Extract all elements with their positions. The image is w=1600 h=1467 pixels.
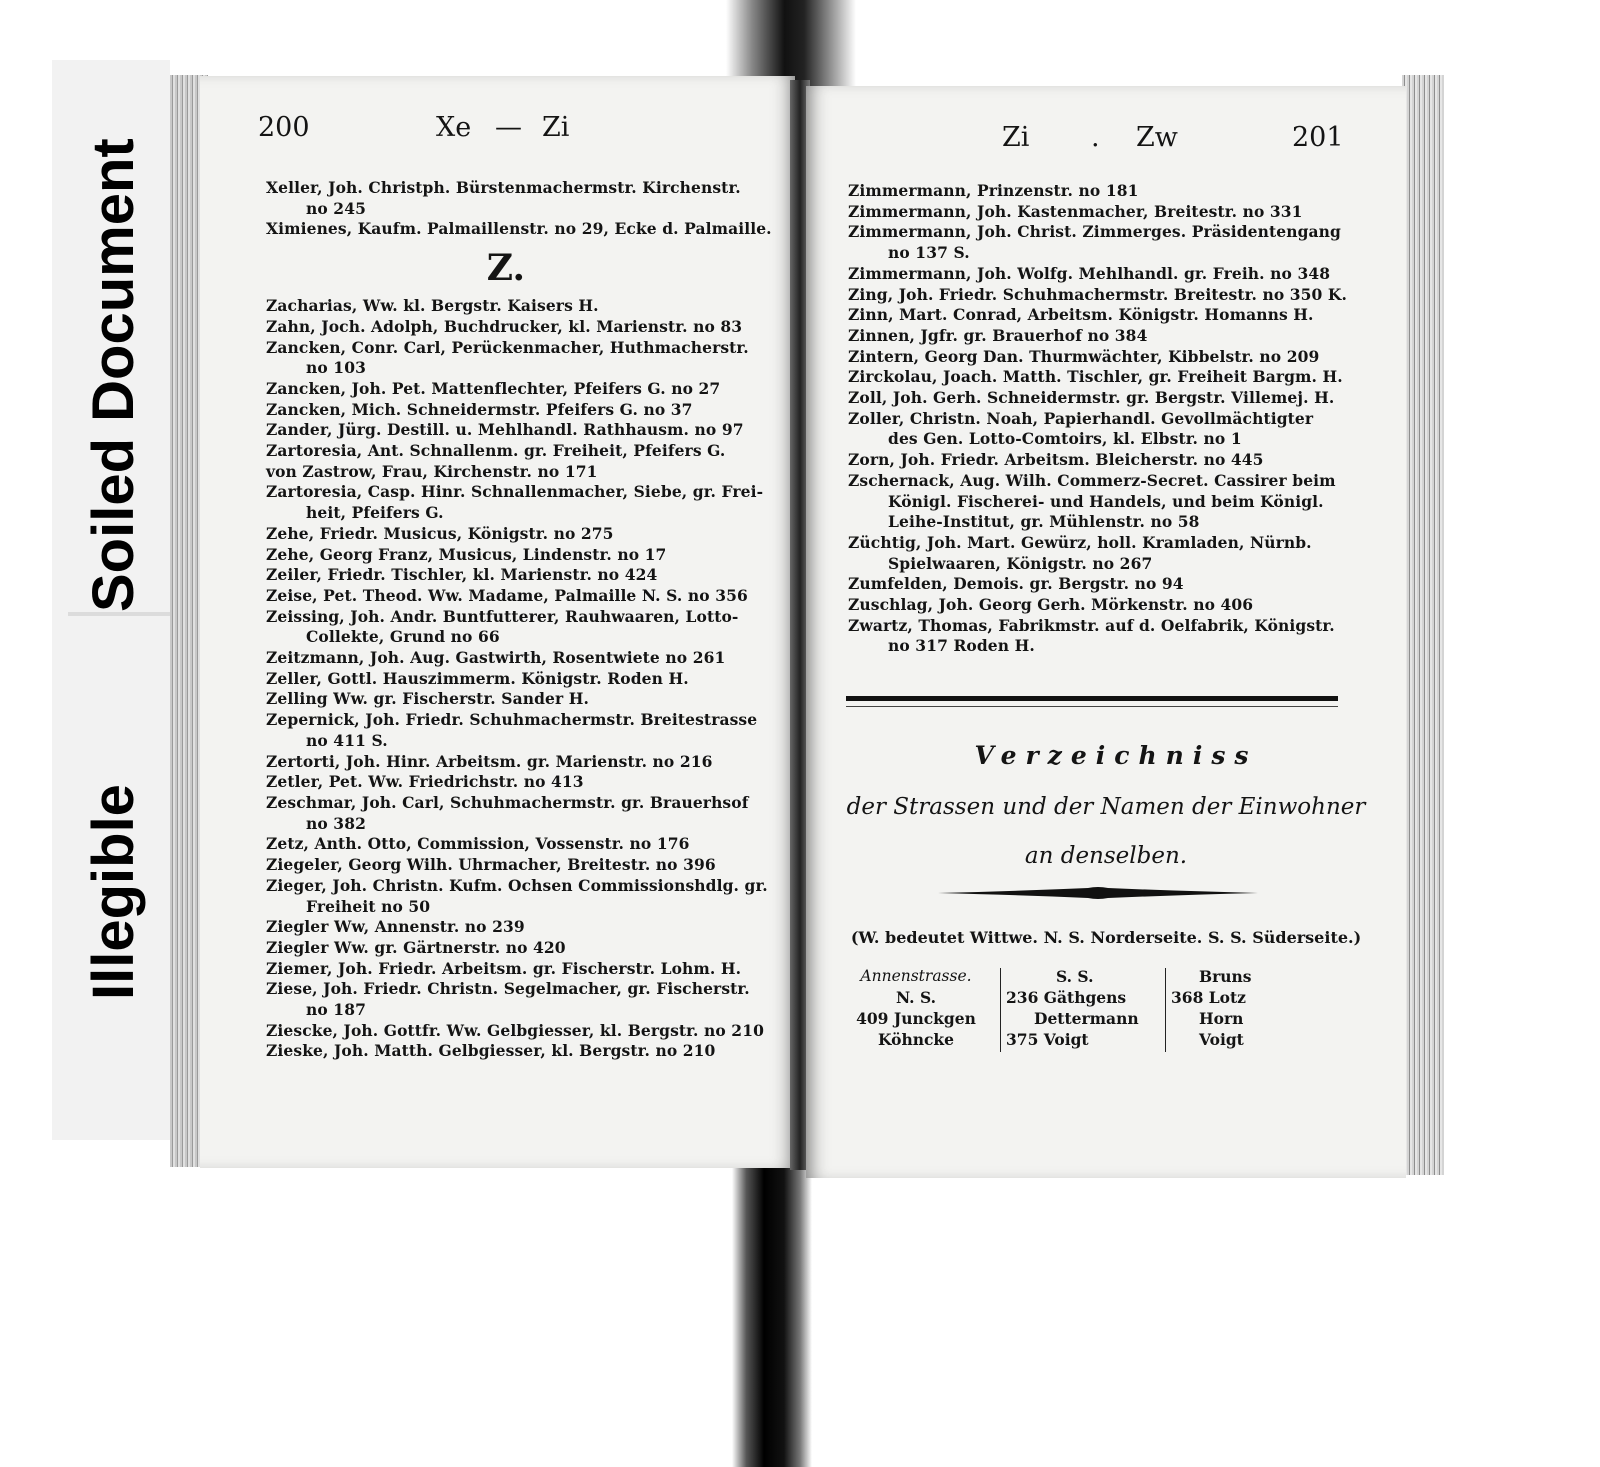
directory-entry <box>848 471 1378 533</box>
street-column-3 <box>1171 966 1311 1050</box>
running-head-to-right: Zw <box>1136 122 1178 153</box>
street-cell: 375 Voigt <box>1006 1030 1089 1049</box>
entry-continuation: no 382 <box>306 813 366 833</box>
directory-entry <box>848 264 1378 285</box>
directory-entry <box>848 326 1378 347</box>
directory-entry <box>266 462 786 483</box>
entry-line: Zoll, Joh. Gerh. Schneidermstr. gr. Bergstr. Villemej. H. <box>848 388 1335 408</box>
entries-before-section <box>266 178 786 240</box>
directory-entry <box>266 400 786 421</box>
entry-line: Zetler, Pet. Ww. Friedrichstr. no 413 <box>266 772 584 792</box>
directory-entry <box>266 793 786 834</box>
soiled-document-label: Soiled Document <box>81 138 146 612</box>
entry-continuation: Collekte, Grund no 66 <box>306 627 500 647</box>
directory-entry <box>266 338 786 379</box>
directory-entry <box>266 296 786 317</box>
directory-entry <box>266 441 786 462</box>
entry-line: Zehe, Georg Franz, Musicus, Lindenstr. no 17 <box>266 544 667 564</box>
directory-entry <box>266 1021 786 1042</box>
entry-continuation: no 411 S. <box>306 730 388 750</box>
street-table <box>836 966 1376 1066</box>
directory-entry <box>848 305 1378 326</box>
entry-line: Zeissing, Joh. Andr. Buntfutterer, Rauhwaaren, Lotto- <box>266 606 739 626</box>
entry-line: Zumfelden, Demois. gr. Bergstr. no 94 <box>848 574 1184 594</box>
directory-entry <box>848 450 1378 471</box>
entry-continuation: no 317 Roden H. <box>888 636 1035 656</box>
running-head-from-right: Zi <box>1002 122 1030 153</box>
page-number-left: 200 <box>258 112 310 143</box>
directory-entry <box>848 595 1378 616</box>
entry-line: Ziegler Ww, Annenstr. no 239 <box>266 917 525 937</box>
column-divider <box>1000 968 1001 1052</box>
street-cell: N. S. <box>895 988 936 1007</box>
street-name: Annenstrasse. <box>860 967 972 985</box>
directory-entry <box>266 565 786 586</box>
entry-line: Ziegeler, Georg Wilh. Uhrmacher, Breitestr. no 396 <box>266 855 716 875</box>
entry-line: Zartoresia, Ant. Schnallenm. gr. Freiheit, Pfeifers G. <box>266 441 726 461</box>
entry-line: Zepernick, Joh. Friedr. Schuhmachermstr. Breitestrasse <box>266 710 758 730</box>
directory-entry <box>266 959 786 980</box>
directory-entry <box>848 285 1378 306</box>
directory-entry <box>848 181 1378 202</box>
entry-line: Zacharias, Ww. kl. Bergstr. Kaisers H. <box>266 296 599 316</box>
directory-entry <box>266 855 786 876</box>
directory-entry <box>266 938 786 959</box>
entries-z-section <box>266 296 786 1062</box>
directory-entry <box>266 834 786 855</box>
entry-line: Zinn, Mart. Conrad, Arbeitsm. Königstr. Homanns H. <box>848 305 1314 325</box>
directory-entry <box>848 409 1378 450</box>
entry-continuation: Königl. Fischerei- und Handels, und beim Königl. <box>888 491 1324 511</box>
section-rule-thick <box>846 696 1338 701</box>
directory-entry <box>848 388 1378 409</box>
directory-entry <box>266 689 786 710</box>
directory-entry <box>266 317 786 338</box>
entry-line: Zorn, Joh. Friedr. Arbeitsm. Bleicherstr. no 445 <box>848 450 1264 470</box>
directory-entry <box>266 669 786 690</box>
entry-line: Zimmermann, Joh. Wolfg. Mehlhandl. gr. Freih. no 348 <box>848 263 1331 283</box>
entry-line: Zertorti, Joh. Hinr. Arbeitsm. gr. Marienstr. no 216 <box>266 751 713 771</box>
directory-entry <box>848 616 1378 657</box>
ornament-rule-icon <box>938 886 1258 900</box>
entry-line: Zeise, Pet. Theod. Ww. Madame, Palmaille N. S. no 356 <box>266 585 748 605</box>
entry-continuation: heit, Pfeifers G. <box>306 503 444 523</box>
entry-line: Zimmermann, Joh. Christ. Zimmerges. Präsidentengang <box>848 222 1341 242</box>
right-entries <box>848 181 1378 657</box>
label-divider <box>68 612 174 616</box>
entry-line: Zetz, Anth. Otto, Commission, Vossenstr. no 176 <box>266 834 690 854</box>
directory-entry <box>848 533 1378 574</box>
running-head-dot: . <box>1091 122 1100 153</box>
entry-continuation: Spielwaaren, Königstr. no 267 <box>888 553 1153 573</box>
directory-entry <box>266 524 786 545</box>
directory-entry <box>266 607 786 648</box>
entry-line: Ziemer, Joh. Friedr. Arbeitsm. gr. Fischerstr. Lohm. H. <box>266 958 742 978</box>
section-rule-thin <box>846 706 1338 707</box>
directory-heading: Verzeichniss <box>974 741 1258 770</box>
entry-line: Zeschmar, Joh. Carl, Schuhmachermstr. gr. Brauerhsof <box>266 792 749 812</box>
entry-line: Ximienes, Kaufm. Palmaillenstr. no 29, Ecke d. Palmaille. <box>266 219 772 239</box>
page-number-right: 201 <box>1292 122 1344 153</box>
entry-line: Zeiler, Friedr. Tischler, kl. Marienstr. no 424 <box>266 565 658 585</box>
entry-continuation: no 137 S. <box>888 243 970 263</box>
entry-line: Zancken, Mich. Schneidermstr. Pfeifers G. no 37 <box>266 399 693 419</box>
directory-entry <box>266 979 786 1020</box>
entry-line: Zartoresia, Casp. Hinr. Schnallenmacher, Siebe, gr. Frei- <box>266 482 764 502</box>
directory-subheading-2: an denselben. <box>1024 843 1188 869</box>
entry-line: Zuschlag, Joh. Georg Gerh. Mörkenstr. no 406 <box>848 595 1254 615</box>
directory-entry <box>848 202 1378 223</box>
directory-entry <box>266 917 786 938</box>
entry-line: Zeitzmann, Joh. Aug. Gastwirth, Rosentwiete no 261 <box>266 648 726 668</box>
entry-line: Zancken, Joh. Pet. Mattenflechter, Pfeifers G. no 27 <box>266 378 721 398</box>
entry-line: Zintern, Georg Dan. Thurmwächter, Kibbelstr. no 209 <box>848 346 1320 366</box>
entry-line: Ziegler Ww. gr. Gärtnerstr. no 420 <box>266 937 566 957</box>
street-cell: 368 Lotz <box>1171 988 1246 1007</box>
entry-continuation: Freiheit no 50 <box>306 896 431 916</box>
directory-entry <box>266 420 786 441</box>
entry-line: Zing, Joh. Friedr. Schuhmachermstr. Breitestr. no 350 K. <box>848 284 1347 304</box>
abbreviation-legend: (W. bedeutet Wittwe. N. S. Norderseite. S. S. Süderseite.) <box>850 928 1362 947</box>
entry-line: Zieske, Joh. Matth. Gelbgiesser, kl. Bergstr. no 210 <box>266 1041 716 1061</box>
directory-subheading: der Strassen und der Namen der Einwohner <box>846 794 1366 820</box>
street-column-1 <box>836 966 996 1050</box>
directory-entry <box>266 219 786 240</box>
entry-line: Ziese, Joh. Friedr. Christn. Segelmacher, gr. Fischerstr. <box>266 979 750 999</box>
directory-entry <box>266 482 786 523</box>
left-page <box>200 76 795 1168</box>
street-cell: Köhncke <box>877 1030 955 1049</box>
street-cell: Horn <box>1199 1009 1244 1028</box>
street-cell: Dettermann <box>1034 1009 1139 1028</box>
directory-entry <box>266 586 786 607</box>
directory-entry <box>848 222 1378 263</box>
entry-continuation: Leihe-Institut, gr. Mühlenstr. no 58 <box>888 512 1200 532</box>
entry-line: Zoller, Christn. Noah, Papierhandl. Gevollmächtigter <box>848 408 1314 428</box>
entry-continuation: no 245 <box>306 198 366 218</box>
entry-line: Zschernack, Aug. Wilh. Commerz-Secret. Cassirer beim <box>848 470 1336 490</box>
entry-continuation: no 103 <box>306 358 366 378</box>
directory-entry <box>266 379 786 400</box>
entry-continuation: no 187 <box>306 1000 366 1020</box>
entry-line: Zinnen, Jgfr. gr. Brauerhof no 384 <box>848 325 1148 345</box>
street-cell: S. S. <box>1056 967 1094 986</box>
section-letter: Z. <box>486 247 526 290</box>
running-head-to: Zi <box>542 112 570 143</box>
illegible-label: Illegible <box>81 784 146 1000</box>
entry-line: Zwartz, Thomas, Fabrikmstr. auf d. Oelfabrik, Königstr. <box>848 615 1335 635</box>
entry-line: von Zastrow, Frau, Kirchenstr. no 171 <box>266 461 598 481</box>
entry-continuation: des Gen. Lotto-Comtoirs, kl. Elbstr. no 1 <box>888 429 1242 449</box>
entry-line: Zehe, Friedr. Musicus, Königstr. no 275 <box>266 523 614 543</box>
directory-entry <box>266 752 786 773</box>
directory-entry <box>848 574 1378 595</box>
right-page <box>806 86 1406 1178</box>
entry-line: Ziescke, Joh. Gottfr. Ww. Gelbgiesser, kl. Bergstr. no 210 <box>266 1020 764 1040</box>
column-divider <box>1165 968 1166 1052</box>
spine-bottom <box>732 1165 812 1467</box>
directory-entry <box>266 648 786 669</box>
directory-entry <box>266 710 786 751</box>
page-edge-right <box>1402 75 1444 1175</box>
directory-entry <box>848 347 1378 368</box>
entries-right-list <box>848 181 1378 657</box>
entry-line: Zelling Ww. gr. Fischerstr. Sander H. <box>266 689 589 709</box>
entry-line: Zeller, Gottl. Hauszimmerm. Königstr. Roden H. <box>266 668 689 688</box>
entry-line: Züchtig, Joh. Mart. Gewürz, holl. Kramladen, Nürnb. <box>848 532 1312 552</box>
directory-entry <box>266 545 786 566</box>
entry-line: Zirckolau, Joach. Matth. Tischler, gr. Freiheit Bargm. H. <box>848 367 1343 387</box>
running-head-dash: — <box>495 112 522 143</box>
entry-line: Xeller, Joh. Christph. Bürstenmachermstr. Kirchenstr. <box>266 178 741 197</box>
entry-line: Zimmermann, Prinzenstr. no 181 <box>848 181 1139 200</box>
directory-entry <box>266 876 786 917</box>
entry-line: Zieger, Joh. Christn. Kufm. Ochsen Commissionshdlg. gr. <box>266 875 768 895</box>
directory-entry <box>266 772 786 793</box>
entry-line: Zancken, Conr. Carl, Perückenmacher, Huthmacherstr. <box>266 337 749 357</box>
street-cell: 236 Gäthgens <box>1006 988 1127 1007</box>
street-column-2 <box>1006 966 1176 1050</box>
entry-line: Zimmermann, Joh. Kastenmacher, Breitestr. no 331 <box>848 201 1303 221</box>
directory-entry <box>266 178 786 219</box>
street-cell: Bruns <box>1199 967 1252 986</box>
street-cell: Voigt <box>1199 1030 1244 1049</box>
left-entries <box>266 178 786 1062</box>
entry-line: Zahn, Joch. Adolph, Buchdrucker, kl. Marienstr. no 83 <box>266 316 743 336</box>
street-cell: 409 Junckgen <box>856 1009 976 1028</box>
entry-line: Zander, Jürg. Destill. u. Mehlhandl. Rathhausm. no 97 <box>266 420 744 440</box>
directory-entry <box>848 367 1378 388</box>
directory-entry <box>266 1041 786 1062</box>
running-head-from: Xe <box>436 112 472 143</box>
